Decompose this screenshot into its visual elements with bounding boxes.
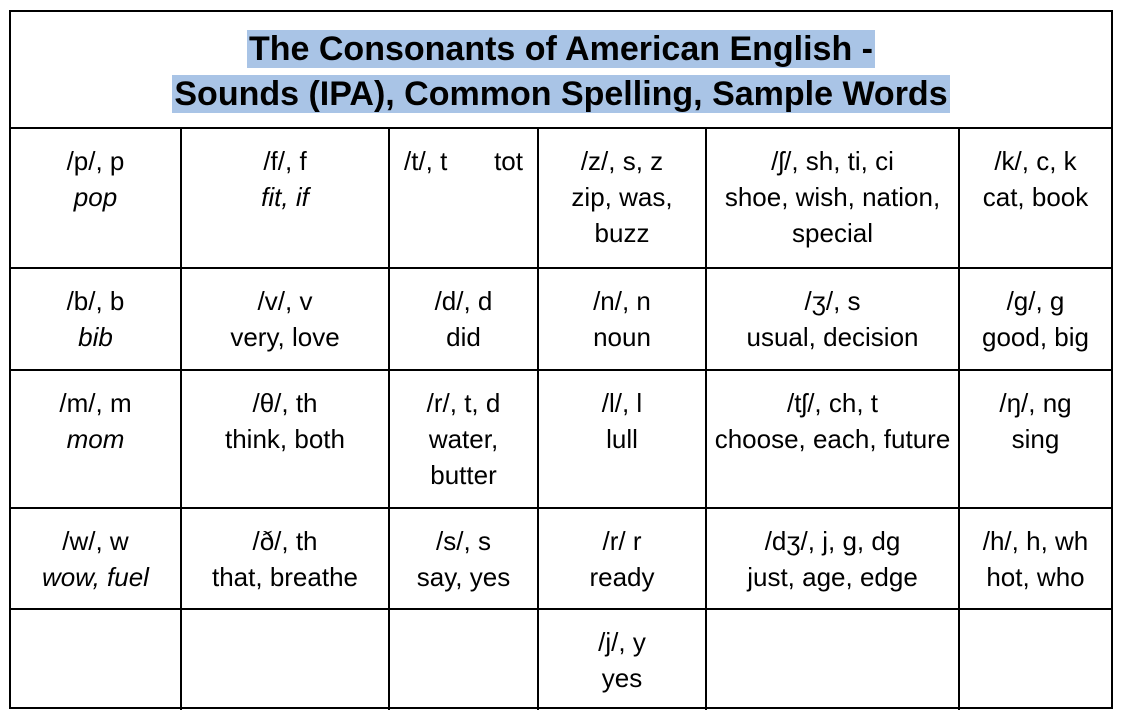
sound-label: /v/, v: [257, 286, 313, 316]
sound-label: /b/, b: [66, 286, 125, 316]
chart-title: [11, 12, 1111, 129]
sample-words: cat, book: [982, 182, 1089, 212]
consonant-cell: [959, 609, 1111, 710]
title-line-2: [11, 74, 1111, 114]
sample-words: zip, was, buzz: [571, 182, 673, 248]
consonant-cell: [11, 268, 181, 370]
consonant-cell: [11, 370, 181, 508]
sample-words: yes: [601, 663, 643, 693]
table-row: [11, 508, 1111, 609]
sound-label: /s/, s: [436, 526, 491, 556]
sound-label: /dʒ/, j, g, dg: [764, 526, 901, 556]
consonant-cell: [538, 609, 706, 710]
consonant-cell: [538, 508, 706, 609]
sound-label: /ʃ/, sh, ti, ci: [771, 146, 894, 176]
sound-label: /l/, l: [601, 388, 643, 418]
sample-words: just, age, edge: [747, 562, 918, 592]
consonant-cell: [389, 268, 538, 370]
sound-label: /j/, y: [598, 627, 646, 657]
sound-label: /f/, f: [263, 146, 307, 176]
consonant-cell: [706, 370, 959, 508]
sample-words: bib: [78, 322, 113, 352]
table-row: [11, 268, 1111, 370]
sample-words: sing: [1011, 424, 1060, 454]
sound-and-words: [394, 143, 533, 179]
consonant-cell: [959, 370, 1111, 508]
sample-words: noun: [593, 322, 651, 352]
consonant-cell: [706, 268, 959, 370]
sample-words: say, yes: [416, 562, 511, 592]
consonant-cell: [389, 508, 538, 609]
sample-words: shoe, wish, nation, special: [724, 182, 941, 248]
consonant-cell: [389, 609, 538, 710]
sound-label: /r/, t, d: [426, 388, 501, 418]
consonant-table: [11, 129, 1111, 710]
sound-label: /p/, p: [66, 146, 125, 176]
sound-label: /n/, n: [593, 286, 651, 316]
table-row: [11, 609, 1111, 710]
consonant-cell: [389, 129, 538, 268]
sample-words: wow, fuel: [42, 562, 149, 592]
sample-words: did: [446, 322, 481, 352]
sample-words: that, breathe: [212, 562, 358, 592]
sample-words: think, both: [225, 424, 345, 454]
title-line-2-text: Sounds (IPA), Common Spelling, Sample Words: [174, 75, 948, 113]
sound-label: /ð/, th: [252, 526, 318, 556]
sample-words: usual, decision: [746, 322, 919, 352]
table-row: [11, 370, 1111, 508]
consonant-cell: [11, 129, 181, 268]
sound-label: /h/, h, wh: [982, 526, 1089, 556]
consonant-cell: [11, 508, 181, 609]
sound-label: /ŋ/, ng: [999, 388, 1072, 418]
sound-label: /k/, c, k: [994, 146, 1077, 176]
consonant-cell: [959, 129, 1111, 268]
sound-label: /w/, w: [62, 526, 129, 556]
sample-words: tot: [494, 146, 523, 176]
sound-label: /tʃ/, ch, t: [786, 388, 879, 418]
sound-label: /d/, d: [434, 286, 493, 316]
sample-words: choose, each, future: [714, 424, 951, 454]
consonant-cell: [706, 508, 959, 609]
consonant-cell: [959, 268, 1111, 370]
consonant-cell: [538, 268, 706, 370]
consonant-cell: [181, 370, 389, 508]
sample-words: fit, if: [261, 182, 309, 212]
table-row: [11, 129, 1111, 268]
sound-label: /ʒ/, s: [804, 286, 861, 316]
sound-label: /z/, s, z: [580, 146, 664, 176]
sound-label: /θ/, th: [252, 388, 318, 418]
consonant-cell: [538, 129, 706, 268]
consonant-cell: [706, 129, 959, 268]
consonant-cell: [181, 268, 389, 370]
sample-words: hot, who: [986, 562, 1085, 592]
consonant-cell: [706, 609, 959, 710]
consonant-cell: [538, 370, 706, 508]
title-line-1-text: The Consonants of American English -: [248, 30, 874, 68]
sample-words: good, big: [982, 322, 1089, 352]
consonant-chart: [9, 10, 1113, 709]
consonant-cell: [959, 508, 1111, 609]
sound-label: /t/, t: [404, 146, 448, 176]
consonant-cell: [181, 129, 389, 268]
sample-words: lull: [606, 424, 638, 454]
sound-label: /m/, m: [59, 388, 132, 418]
sample-words: ready: [589, 562, 655, 592]
consonant-cell: [181, 609, 389, 710]
consonant-cell: [181, 508, 389, 609]
sample-words: water, butter: [428, 424, 499, 490]
consonant-cell: [389, 370, 538, 508]
sound-label: /r/ r: [602, 526, 642, 556]
sample-words: pop: [73, 182, 118, 212]
sample-words: very, love: [230, 322, 340, 352]
sample-words: mom: [66, 424, 125, 454]
title-line-1: [11, 29, 1111, 69]
consonant-cell: [11, 609, 181, 710]
sound-label: /g/, g: [1006, 286, 1065, 316]
